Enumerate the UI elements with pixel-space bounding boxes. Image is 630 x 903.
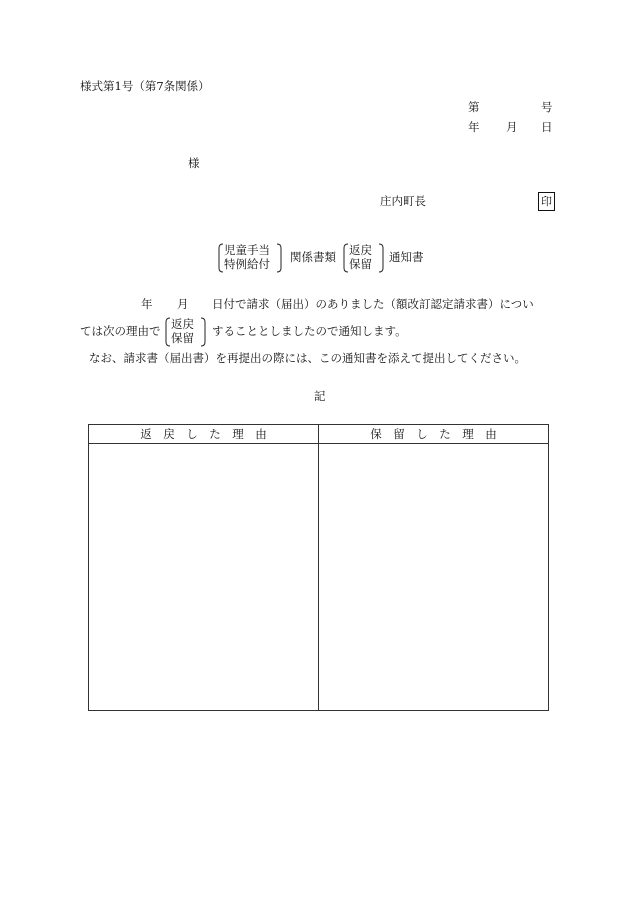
date-month: 月 — [506, 120, 518, 134]
body-month: 月 — [177, 297, 189, 311]
title-option-child-allowance: 児童手当 — [224, 243, 270, 257]
ki-heading: 記 — [314, 389, 326, 403]
addressee-suffix: 様 — [188, 156, 200, 170]
body-line2-after: することとしましたので通知します。 — [212, 324, 407, 338]
title-bracket-return-hold — [343, 243, 385, 273]
hold-reason-cell[interactable] — [319, 444, 549, 711]
title-middle: 関係書類 — [290, 250, 336, 264]
body-option-hold: 保留 — [171, 331, 194, 345]
title-end: 通知書 — [389, 250, 424, 264]
body-line3: なお、請求書（届出書）を再提出の際には、この通知書を添えて提出してください。 — [89, 351, 526, 365]
header-return-reason: 返 戻 し た 理 由 — [89, 425, 319, 444]
body-line2-before: ては次の理由で — [80, 324, 161, 338]
body-line1-text: 日付で請求（届出）のありました（額改訂認定請求書）につい — [212, 297, 534, 311]
issuer-name: 庄内町長 — [380, 194, 426, 208]
doc-number-suffix: 号 — [541, 100, 553, 114]
title-option-hold: 保留 — [349, 257, 372, 271]
title-option-special-benefit: 特例給付 — [224, 257, 270, 271]
body-year: 年 — [141, 297, 153, 311]
reasons-body-row — [89, 444, 549, 711]
title-option-return: 返戻 — [349, 243, 372, 257]
body-bracket-return-hold — [165, 317, 207, 347]
body-option-return: 返戻 — [171, 317, 194, 331]
form-number: 様式第1号（第7条関係） — [80, 79, 210, 93]
doc-number-prefix: 第 — [468, 100, 480, 114]
date-day: 日 — [541, 120, 553, 134]
reasons-header-row — [89, 425, 549, 444]
seal-mark: 印 — [538, 192, 555, 211]
date-year: 年 — [468, 120, 480, 134]
reasons-table — [88, 424, 549, 711]
title-bracket-child-allowance — [218, 243, 284, 273]
header-hold-reason: 保 留 し た 理 由 — [319, 425, 549, 444]
return-reason-cell[interactable] — [89, 444, 319, 711]
